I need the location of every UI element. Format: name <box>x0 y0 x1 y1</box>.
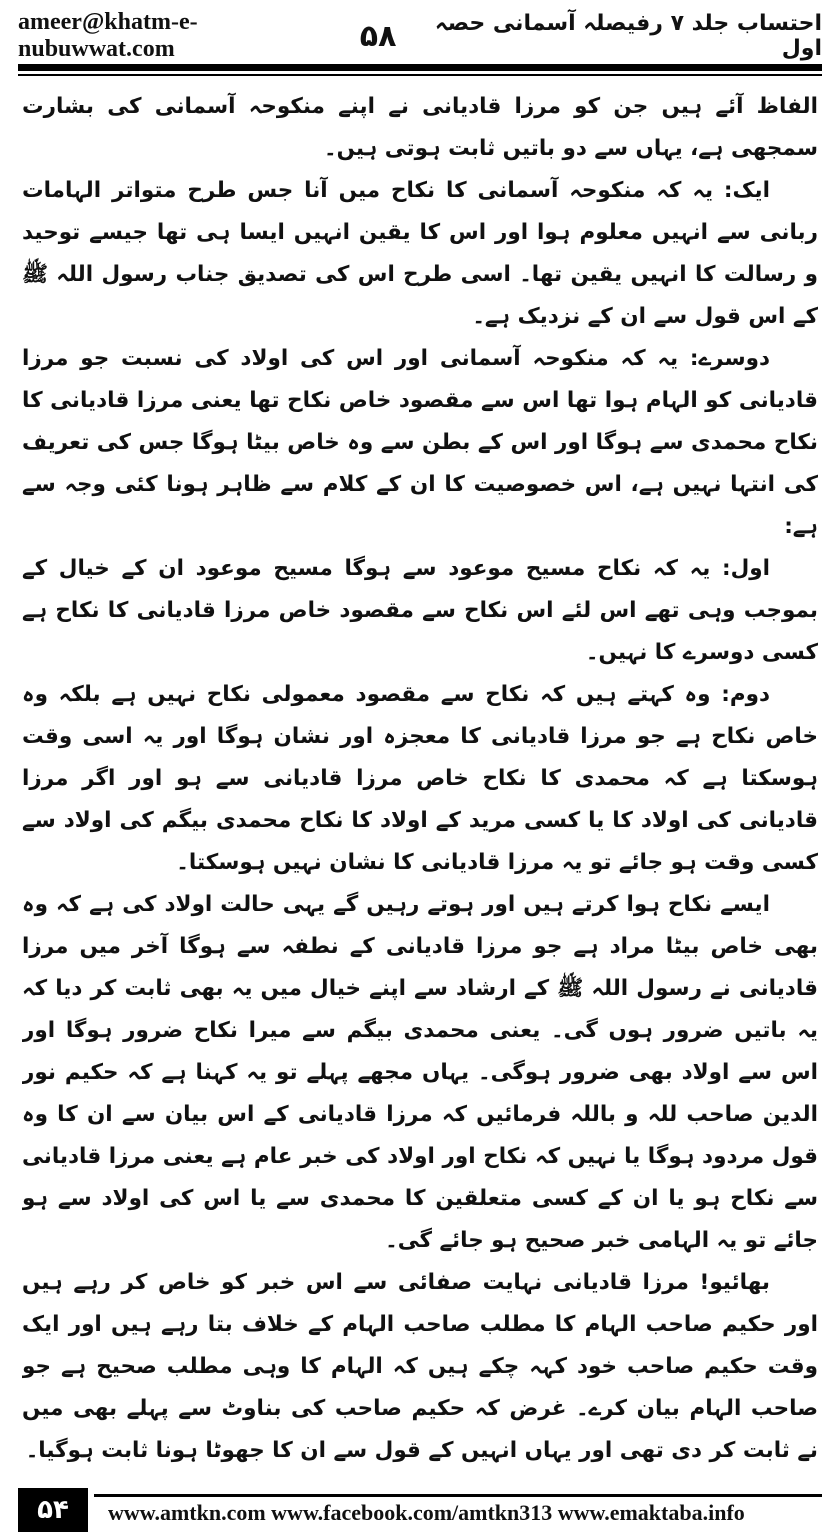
page-footer <box>18 1488 822 1532</box>
header-left <box>18 9 396 63</box>
paragraph-6: ایسے نکاح ہوا کرتے ہیں اور ہوتے رہیں گے یہی حالت اولاد کی ہے کہ وہ بھی خاص بیٹا مراد ہے جو مرزا قادیانی کے نطفہ سے ہوگا آخر میں مرزا قادیانی نے رسول اللہ ﷺ کے ارشاد سے اپنے خیال میں یہ بھی ثابت کر دیا کہ یہ باتیں ضرور ہوں گی۔ یعنی محمدی بیگم سے میرا نکاح ضرور ہوگا اور اس سے اولاد بھی ضرور ہوگی۔ یہاں مجھے پہلے تو یہ کہنا ہے کہ حکیم نور الدین صاحب للہ و باللہ فرمائیں کہ مرزا قادیانی کے اس بیان سے ان کا وہ قول مردود ہوگا یا نہیں کہ نکاح اور اولاد کی خبر عام ہے یعنی مرزا قادیانی سے نکاح ہو یا ان کے کسی متعلقین کا محمدی سے یا اس کی اولاد سے ہو جائے تو یہ الہامی خبر صحیح ہو جائے گی۔ <box>22 892 818 1253</box>
paragraph-4: اول: یہ کہ نکاح مسیح موعود سے ہوگا مسیح موعود ان کے خیال کے بموجب وہی تھے اس لئے اس نکاح سے مقصود خاص مرزا قادیانی کا نکاح ہے کسی دوسرے کا نہیں۔ <box>22 556 818 665</box>
paragraph-1: الفاظ آئے ہیں جن کو مرزا قادیانی نے اپنے منکوحہ آسمانی کی بشارت سمجھی ہے، یہاں سے دو باتیں ثابت ہوتی ہیں۔ <box>22 94 818 161</box>
header-email[interactable]: ameer@khatm-e-nubuwwat.com <box>18 9 198 62</box>
paragraph-7: بھائیو! مرزا قادیانی نہایت صفائی سے اس خبر کو خاص کر رہے ہیں اور حکیم صاحب الہام کا مطلب صاحب الہام کے خلاف بتا رہے ہیں اور ایک وقت حکیم صاحب خود کہہ چکے ہیں کہ الہام کا وہی مطلب صحیح ہے جو صاحب الہام بیان کرے۔ غرض کہ حکیم صاحب کی بناوٹ سے پہلے بھی میں نے ثابت کر دی تھی اور یہاں انہیں کے قول سے ان کا جھوٹا ہونا ثابت ہوگیا۔ <box>22 1270 818 1463</box>
page-body <box>22 86 818 1466</box>
footer-links[interactable]: www.amtkn.com www.facebook.com/amtkn313 www.emaktaba.info <box>108 1500 745 1525</box>
header-rule-thick <box>18 64 822 71</box>
paragraph-3: دوسرے: یہ کہ منکوحہ آسمانی اور اس کی اولاد کی نسبت جو مرزا قادیانی کو الہام ہوا تھا اس سے مقصود خاص نکاح تھا یعنی مرزا قادیانی کا نکاح محمدی سے ہوگا اور اس کے بطن سے وہ خاص بیٹا ہوگا جس کی تعریف کی انتہا نہیں ہے، اس خصوصیت کا ان کے کلام سے ظاہر ہونا کئی وجہ سے ہے: <box>22 346 818 539</box>
header-rule-thin <box>18 74 822 76</box>
footer-rule <box>94 1494 822 1497</box>
paragraph-2: ایک: یہ کہ منکوحہ آسمانی کا نکاح میں آنا جس طرح متواتر الہامات ربانی سے انہیں معلوم ہوا اور اس کا یقین انہیں ایسا ہی تھا جیسے توحید و رسالت کا انہیں یقین تھا۔ اسی طرح اس کی تصدیق جناب رسول اللہ ﷺ کے اس قول سے ان کے نزدیک ہے۔ <box>22 178 818 329</box>
page-header <box>18 9 822 62</box>
footer-page-number: ۵۴ <box>18 1488 88 1532</box>
header-page-number: ۵۸ <box>359 18 397 54</box>
header-book-title: احتساب جلد ۷ رفیصلہ آسمانی حصہ اول <box>434 11 822 61</box>
paragraph-5: دوم: وہ کہتے ہیں کہ نکاح سے مقصود معمولی نکاح نہیں ہے بلکہ وہ خاص نکاح ہے جو مرزا قادیانی کا معجزہ اور نشان ہوگا اور یہ اسی وقت ہوسکتا ہے کہ محمدی کا نکاح خاص مرزا قادیانی سے ہو اور اگر مرزا قادیانی کی اولاد کا یا کسی مرید کے اولاد کا نکاح محمدی بیگم کی اولاد سے کسی وقت ہو جائے تو یہ مرزا قادیانی کا نشان نہیں ہوسکتا۔ <box>22 682 818 875</box>
